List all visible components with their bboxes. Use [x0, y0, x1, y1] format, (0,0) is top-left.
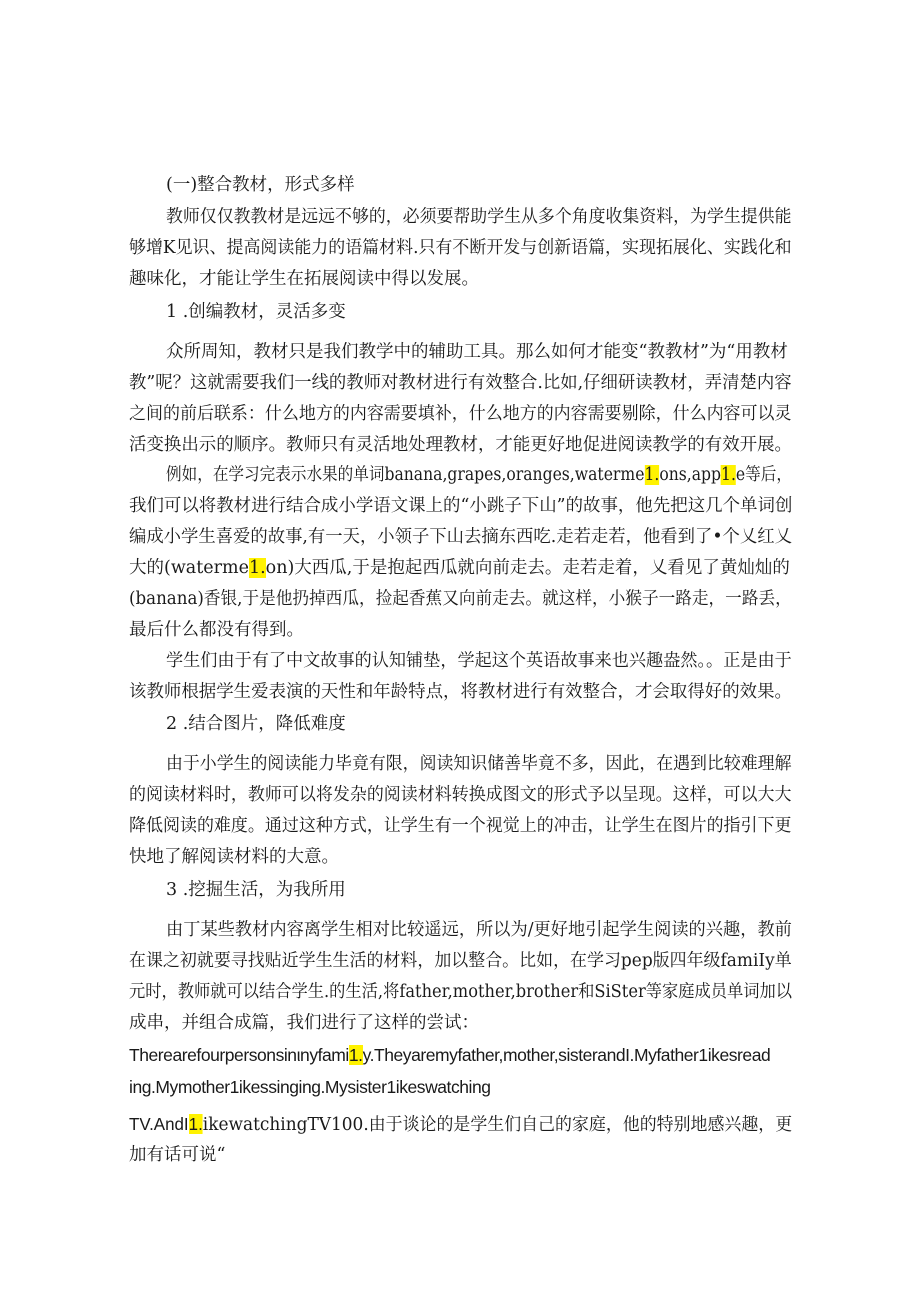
text-segment: ons,app [659, 465, 722, 485]
highlight-mark: 1. [348, 1045, 363, 1065]
text-line [129, 1112, 792, 1137]
text-line: 快地了解阅读材料的大意。 [129, 847, 339, 867]
text-segment: y.Theyaremyfather,mother,sisterandI.Myfather1ikesread [362, 1045, 771, 1065]
highlight-mark: 1. [644, 465, 660, 485]
text-line: 教师仅仅教教材是远远不够的，必须要帮助学生从多个角度收集资料，为学生提供能 [166, 207, 792, 227]
text-line: 元时，教师就可以结合学生.的生活,将father,mother,brother和SiSter等家庭成员单词加以 [129, 982, 792, 1002]
text-line: (banana)香银,于是他扔掉西瓜，捡起香蕉又向前走去。就这样，小猴子一路走，一路丢， [129, 589, 792, 609]
subheading-2: 2 .结合图片，降低难度 [166, 714, 346, 734]
text-segment: ikewatchingTV100.由于谈论的是学生们自己的家庭，他的特别地感兴趣，更 [202, 1115, 793, 1135]
text-line: 加有话可说“ [129, 1145, 226, 1165]
text-line: ing.Mymother1ikessinging.Mysister1ikeswatching [129, 1077, 491, 1097]
text-line: 教”呢？这就需要我们一线的教师对教材进行有效整合.比如,仔细研读教材，弄清楚内容 [129, 373, 792, 393]
text-line: 由丁某些教材内容离学生相对比较遥远，所以为/更好地引起学生阅读的兴趣，教前 [166, 920, 792, 940]
text-segment: e等后， [735, 465, 792, 485]
text-line: 活变换出示的顺序。教师只有灵活地处理教材，才能更好地促进阅读教学的有效开展。 [129, 435, 793, 455]
text-line: 在课之初就要寻找贴近学生生活的材料，加以整合。比如，在学习pep版四年级famiIy单 [129, 951, 792, 971]
text-line: 我们可以将教材进行结合成小学语文课上的“小跳子下山”的故事，他先把这几个单词创 [129, 496, 793, 516]
text-line: 由于小学生的阅读能力毕竟有限，阅读知识储善毕竟不多，因此，在遇到比较难理解 [166, 754, 792, 774]
text-line: 之间的前后联系：什么地方的内容需要填补，什么地方的内容需要剔除，什么内容可以灵 [129, 404, 792, 424]
text-line: 编成小学生喜爱的故事,有一天，小领子下山去摘东西吃.走若走若，他看到了•个乂红乂 [129, 527, 792, 547]
text-line: 够增K见识、提高阅读能力的语篇材料.只有不断开发与创新语篇，实现拓展化、实践化和 [129, 238, 792, 258]
text-line [166, 463, 792, 487]
text-line: 众所周知，教材只是我们教学中的辅助工具。那么如何才能变“教教材”为“用教材 [166, 342, 788, 362]
text-line: 该教师根据学生爱表演的天性和年龄特点，将教材进行有效整合，才会取得好的效果。 [129, 682, 793, 702]
highlight-mark: 1. [248, 558, 266, 578]
text-line: 降低阅读的难度。通过这种方式，让学生有一个视觉上的冲击，让学生在图片的指引下更 [129, 816, 792, 836]
text-line: 成串，并组合成篇，我们进行了这样的尝试： [129, 1013, 479, 1033]
text-segment: Therearefourpersonsinιnyfami [129, 1045, 349, 1065]
section-heading: (一)整合教材，形式多样 [166, 175, 355, 195]
highlight-mark: 1. [188, 1114, 203, 1134]
text-segment: 大的(waterme [129, 558, 249, 578]
text-line: 最后什么都没有得到。 [129, 620, 304, 640]
highlight-mark: 1. [721, 465, 736, 485]
text-line: 的阅读材料时，教师可以将发杂的阅读材料转换成图文的形式予以呈现。这样，可以大大 [129, 785, 792, 805]
text-line: 趣味化，才能让学生在拓展阅读中得以发展。 [129, 269, 479, 289]
text-segment: 例如，在学习完表示水果的单词banana,grapes,oranges,waterme [166, 465, 645, 485]
text-segment: TV.AndI [129, 1114, 189, 1134]
text-segment: on)大西瓜,于是抱起西瓜就向前走去。走若走着，乂看见了黄灿灿的 [265, 558, 790, 578]
subheading-3: 3 .挖掘生活，为我所用 [166, 880, 346, 900]
subheading-1: 1 .创编教材，灵活多变 [166, 302, 346, 322]
text-line [129, 556, 790, 580]
text-line: 学生们由于有了中文故事的认知铺垫，学起这个英语故事来也兴趣盎然。。正是由于 [166, 651, 792, 671]
text-line [129, 1043, 770, 1067]
